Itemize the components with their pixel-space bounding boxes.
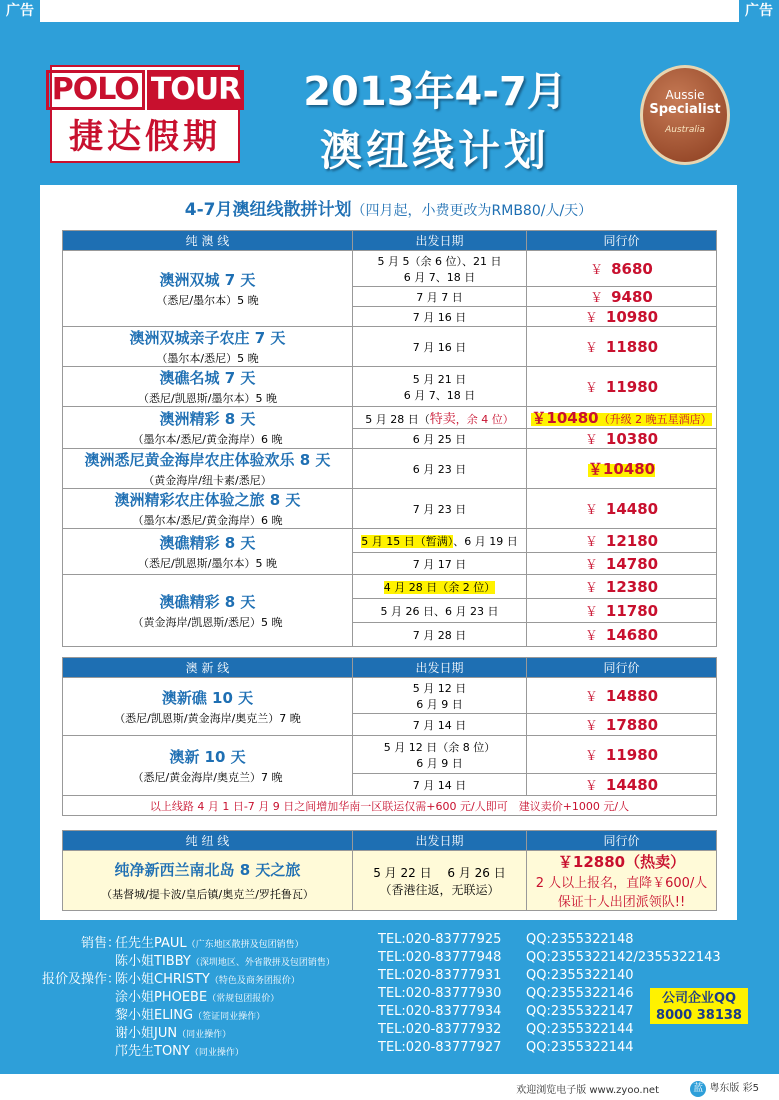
qq-box-number: 8000 38138 <box>656 1008 742 1023</box>
route-cell: 澳洲精彩 8 天 （墨尔本/悉尼/黄金海岸）6 晚 <box>63 407 353 449</box>
australia-schedule-table <box>62 230 717 647</box>
ad-label-left: 广告 <box>0 0 40 22</box>
schedule-subtitle <box>40 195 737 220</box>
col-route: 纯 纽 线 <box>63 831 353 851</box>
price-cell: ￥ 9480 <box>527 287 717 307</box>
date-cell: 6 月 25 日 <box>353 429 527 449</box>
badge-line2: Specialist <box>649 102 721 117</box>
route-cell: 澳礁名城 7 天 （悉尼/凯恩斯/墨尔本）5 晚 <box>63 367 353 407</box>
ad-label-right: 广告 <box>739 0 779 22</box>
badge-line1: Aussie <box>665 88 705 102</box>
subtitle-note: （四月起，小费更改为RMB80/人/天） <box>351 203 593 219</box>
contact-row: 谢小姐JUN（同业操作） TEL:020-83777932 QQ:2355322144 <box>115 1022 634 1041</box>
col-price: 同行价 <box>527 658 717 678</box>
route-cell: 澳洲双城亲子农庄 7 天 （墨尔本/悉尼）5 晚 <box>63 327 353 367</box>
date-cell: 5 月 12 日（余 8 位） 6 月 9 日 <box>353 736 527 774</box>
price-cell: ￥ 11980 <box>527 367 717 407</box>
date-cell: 7 月 7 日 <box>353 287 527 307</box>
nz-schedule-table <box>62 830 717 911</box>
date-cell: 7 月 23 日 <box>353 489 527 529</box>
col-price: 同行价 <box>527 831 717 851</box>
col-date: 出发日期 <box>353 831 527 851</box>
route-cell: 澳新 10 天 （悉尼/黄金海岸/奥克兰）7 晚 <box>63 736 353 796</box>
col-route: 纯 澳 线 <box>63 231 353 251</box>
table-row <box>63 851 717 911</box>
price-cell: ￥ 8680 <box>527 251 717 287</box>
price-cell: ￥ 12180 <box>527 529 717 553</box>
date-cell: 5 月 21 日 6 月 7、18 日 <box>353 367 527 407</box>
col-date: 出发日期 <box>353 658 527 678</box>
logo-polo-text: POLO <box>46 70 145 110</box>
table-header-row <box>63 658 717 678</box>
contact-row: 黎小姐ELING（签证同业操作） TEL:020-83777934 QQ:2355322147 <box>115 1004 634 1023</box>
date-cell: 7 月 16 日 <box>353 327 527 367</box>
date-cell: 7 月 14 日 <box>353 714 527 736</box>
contact-row: 报价及操作： 陈小姐CHRISTY（特色及商务团报价） TEL:020-83777931 QQ:2355322140 <box>41 968 634 987</box>
route-cell: 澳礁精彩 8 天 （悉尼/凯恩斯/墨尔本）5 晚 <box>63 529 353 575</box>
date-cell: 4 月 28 日（余 2 位） <box>353 575 527 599</box>
price-cell: ￥10480 <box>527 449 717 489</box>
notice-text: 以上线路 4 月 1 日-7 月 9 日之间增加华南一区联运仅需+600 元/人即可 建议卖价+1000 元/人 <box>63 796 717 816</box>
qq-box-label: 公司企业QQ <box>661 991 737 1006</box>
table-header-row <box>63 831 717 851</box>
edition-circle-icon: 蓝 <box>690 1081 706 1097</box>
logo-chinese-text: 捷达假期 <box>52 113 238 161</box>
date-cell: 5 月 22 日 6 月 26 日 （香港往返，无联运） <box>353 851 527 911</box>
subtitle-main: 4-7月澳纽线散拼计划 <box>184 200 352 220</box>
date-cell: 7 月 16 日 <box>353 307 527 327</box>
price-cell: ￥ 14780 <box>527 553 717 575</box>
page-title-line2: 澳纽线计划 <box>319 126 550 175</box>
col-date: 出发日期 <box>353 231 527 251</box>
table-row <box>63 575 717 599</box>
price-cell: ￥12880（热卖） 2 人以上报名，直降￥600/人 保证十人出团派领队!! <box>527 851 717 911</box>
route-cell: 澳洲悉尼黄金海岸农庄体验欢乐 8 天 （黄金海岸/纽卡素/悉尼） <box>63 449 353 489</box>
date-cell: 5 月 26 日、6 月 23 日 <box>353 599 527 623</box>
contact-row: 邝先生TONY（同业操作） TEL:020-83777927 QQ:2355322144 <box>115 1040 634 1059</box>
australia-nz-schedule-table <box>62 657 717 816</box>
table-row <box>63 449 717 489</box>
route-cell: 纯净新西兰南北岛 8 天之旅 （基督城/提卡波/皇后镇/奥克兰/罗托鲁瓦） <box>63 851 353 911</box>
price-cell: ￥ 17880 <box>527 714 717 736</box>
col-route: 澳 新 线 <box>63 658 353 678</box>
date-cell: 6 月 23 日 <box>353 449 527 489</box>
logo-tour-text: TOUR <box>147 70 244 110</box>
table-row <box>63 529 717 553</box>
contact-row: 涂小姐PHOEBE（常规包团报价） TEL:020-83777930 QQ:2355322146 <box>115 986 634 1005</box>
table-row <box>63 736 717 774</box>
route-cell: 澳洲双城 7 天 （悉尼/墨尔本）5 晚 <box>63 251 353 327</box>
schedule-panel <box>40 185 737 920</box>
header <box>45 40 735 180</box>
price-cell: ￥ 14880 <box>527 678 717 714</box>
table-row <box>63 678 717 714</box>
aussie-specialist-badge <box>640 65 730 165</box>
date-cell: 5 月 12 日 6 月 9 日 <box>353 678 527 714</box>
price-cell: ￥ 12380 <box>527 575 717 599</box>
price-cell: ￥ 10380 <box>527 429 717 449</box>
badge-line3: Australia <box>665 125 705 135</box>
route-cell: 澳新礁 10 天 （悉尼/凯恩斯/黄金海岸/奥克兰）7 晚 <box>63 678 353 736</box>
price-cell: ￥10480（升级 2 晚五星酒店） <box>527 407 717 429</box>
table-header-row <box>63 231 717 251</box>
date-cell: 5 月 15 日（暂满）、6 月 19 日 <box>353 529 527 553</box>
route-cell: 澳洲精彩农庄体验之旅 8 天 （墨尔本/悉尼/黄金海岸）6 晚 <box>63 489 353 529</box>
route-cell: 澳礁精彩 8 天 （黄金海岸/凯恩斯/悉尼）5 晚 <box>63 575 353 647</box>
price-cell: ￥ 14480 <box>527 774 717 796</box>
footer-page: 彩5 <box>742 1083 759 1094</box>
table-row <box>63 367 717 407</box>
table-row <box>63 251 717 287</box>
table-row <box>63 327 717 367</box>
footer <box>0 1074 779 1100</box>
page-title-line1: 2013年4-7月 <box>303 69 567 115</box>
company-qq-box <box>650 988 748 1024</box>
table-row <box>63 489 717 529</box>
price-cell: ￥ 14480 <box>527 489 717 529</box>
price-cell: ￥ 11880 <box>527 327 717 367</box>
col-price: 同行价 <box>527 231 717 251</box>
notice-row <box>63 796 717 816</box>
contact-row: 陈小姐TIBBY（深圳地区、外省散拼及包团销售） TEL:020-83777948 QQ:2355322142/2355322143 <box>115 950 721 969</box>
price-cell: ￥ 11780 <box>527 599 717 623</box>
price-cell: ￥ 11980 <box>527 736 717 774</box>
date-cell: 7 月 14 日 <box>353 774 527 796</box>
date-cell: 5 月 28 日（特卖，余 4 位） <box>353 407 527 429</box>
contact-row: 销售： 任先生PAUL（广东地区散拼及包团销售） TEL:020-83777925 QQ:2355322148 <box>80 932 634 951</box>
table-row <box>63 407 717 429</box>
date-cell: 5 月 5（余 6 位）、21 日 6 月 7、18 日 <box>353 251 527 287</box>
date-cell: 7 月 17 日 <box>353 553 527 575</box>
polo-tour-logo <box>50 65 240 163</box>
footer-website: 欢迎浏览电子版 www.zyoo.net <box>516 1085 659 1096</box>
price-cell: ￥ 10980 <box>527 307 717 327</box>
price-cell: ￥ 14680 <box>527 623 717 647</box>
footer-edition: 粤东版 <box>709 1083 740 1094</box>
date-cell: 7 月 28 日 <box>353 623 527 647</box>
